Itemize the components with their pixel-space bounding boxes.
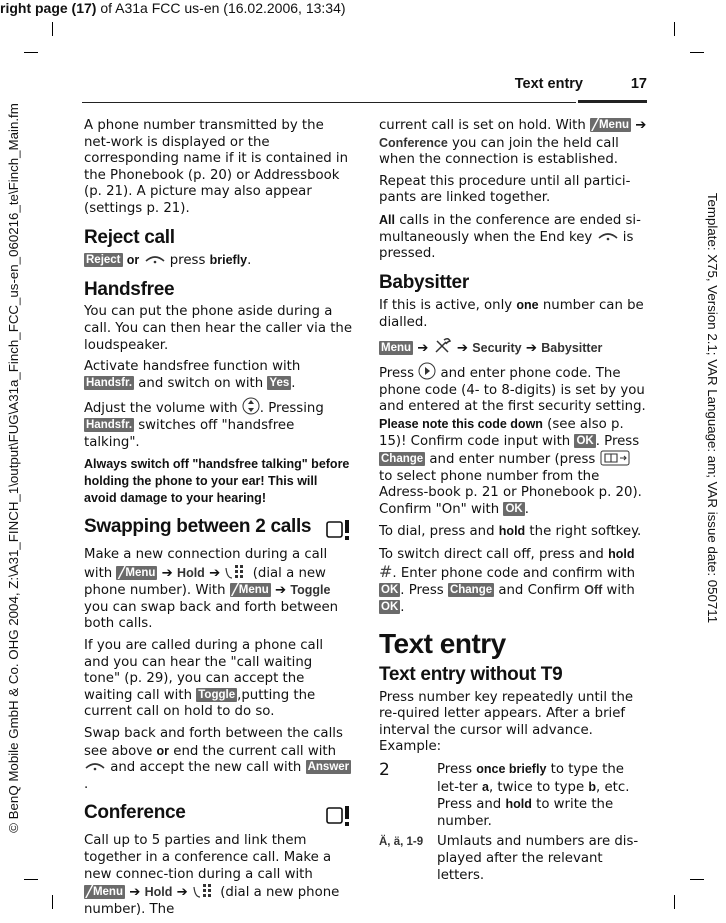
chapter-title: Text entry [379, 628, 506, 660]
handsfree-p1: You can put the phone aside during a call. You can then hear the caller via the loudspeaker. [84, 304, 353, 353]
header-rule-thick [578, 100, 647, 103]
section-swapping-title: Swapping between 2 calls [84, 519, 352, 541]
hearing-warning: Always switch off "handsfree talking" before holding the phone to your ear! This will avoid damage to your hearing! [84, 457, 350, 506]
phonebook-key-icon [600, 450, 630, 466]
ok-softkey: OK [381, 584, 399, 597]
page-number: 17 [630, 76, 647, 92]
key-2-label: 2 [379, 760, 390, 780]
running-header [430, 76, 647, 92]
reject-call-paragraph: Reject or press briefly. [86, 253, 252, 269]
crop-mark [674, 22, 675, 36]
ok-softkey: OK [381, 600, 399, 613]
menu-softkey: ╱Menu [231, 584, 269, 597]
end-key-icon [597, 230, 619, 244]
section-conference-title: Conference [84, 805, 352, 827]
key-2-desc: Press once briefly to type the let-ter a, twice to type b, etc. Press and hold to write the number. [437, 762, 630, 829]
conference-p2: current call is set on hold. With ╱Menu ➔ Conference you can join the held call when the connection is established. [379, 118, 647, 168]
running-header-title: Text entry [514, 76, 583, 92]
crop-mark [24, 879, 38, 880]
header-rule [82, 102, 576, 103]
change-softkey: Change [449, 584, 493, 597]
umlaut-label: Ä, ä, 1-9 [379, 836, 424, 849]
change-softkey: Change [381, 453, 424, 466]
key-2-row [379, 761, 647, 830]
print-header-file: of A31a FCC us-en (16.02.2006, 13:34) [96, 0, 346, 16]
swapping-p2: If you are called during a phone call and you can hear the "call waiting tone" (p. 29), you can accept the waiting call with Toggle ,putting the current call on hold to do so. [84, 638, 324, 720]
babysitter-path: Menu ➔ ➔ Security ➔ Babysitter [379, 337, 647, 358]
swapping-p3: Swap back and forth between the calls see above or end the current call with and accept the new call with Answer. [84, 726, 350, 792]
handsfree-softkey-2: Handsfr. [86, 418, 133, 431]
handsfree-p2: Activate handsfree function with Handsfr. and switch on with Yes . [84, 359, 301, 391]
umlaut-row [379, 834, 647, 884]
template-side-text: Template: X75, Version 2.1; VAR Language: am; VAR issue date: 050711 [705, 192, 720, 624]
print-header [0, 0, 346, 16]
menu-softkey: Menu [381, 341, 412, 354]
ok-softkey: OK [505, 502, 523, 515]
left-column [84, 118, 352, 923]
crop-mark [24, 52, 38, 53]
menu-softkey: ╱Menu [592, 119, 629, 131]
conference-p4: All calls in the conference are ended si-multaneously when the End key is pressed. [379, 212, 641, 262]
ok-softkey: OK [576, 434, 594, 447]
crop-mark [674, 895, 675, 909]
keypad-icon [192, 883, 216, 899]
intro-paragraph: A phone number transmitted by the net-work is displayed or the corresponding name if it is contained in the Phonebook (p. 20) or Addressbook (p. 21). A picture may also appear (settings p. 21). [84, 118, 349, 216]
nav-right-key-icon [418, 362, 436, 380]
section-babysitter-title: Babysitter [379, 271, 469, 293]
toggle-softkey: Toggle [198, 688, 236, 701]
network-service-icon [326, 805, 352, 827]
babysitter-p4: To switch direct call off, press and hold #. Enter phone code and confirm with OK . Press Change and Confirm Off with OK . [379, 547, 636, 615]
keypad-icon [224, 564, 248, 580]
right-column [379, 118, 647, 888]
answer-softkey: Answer [307, 761, 350, 774]
crop-mark [52, 895, 53, 909]
umlaut-desc: Umlauts and numbers are dis-played after the relevant letters. [437, 834, 639, 883]
menu-softkey: ╱Menu [86, 886, 123, 899]
conference-p1: Call up to 5 parties and link them together in a conference call. Make a new connec-tion during a call with ╱Menu ➔ Hold ➔ (dial a new phone number). The [84, 833, 340, 917]
crop-mark [690, 52, 704, 53]
reject-softkey: Reject [86, 254, 121, 267]
end-key-icon [144, 253, 166, 267]
yes-softkey: Yes [269, 376, 290, 389]
handsfree-p3: Adjust the volume with . Pressing Handsfr. switches off "handsfree talking". [84, 397, 352, 451]
tools-icon [433, 337, 453, 355]
text-entry-p1: Press number key repeatedly until the re-quired letter appears. After a brief interval the cursor will advance. Example: [379, 689, 634, 755]
copyright-side-text: © BenQ Mobile GmbH & Co. OHG 2004, Z:\A31_FINCH_1\output\FUG\A31a_Finch_FCC_us-en_060216_te\Finch_Main.fm [6, 103, 21, 833]
print-header-page: right page (17) [0, 0, 97, 16]
network-service-icon [326, 519, 352, 541]
section-handsfree-title: Handsfree [84, 278, 175, 300]
conference-p3: Repeat this procedure until all partici-pants are linked together. [379, 173, 631, 206]
menu-softkey: ╱Menu [118, 566, 156, 579]
crop-mark [690, 879, 704, 880]
crop-mark [52, 22, 53, 36]
end-key-icon [84, 760, 106, 774]
swapping-p1: Make a new connection during a call with ╱Menu ➔ Hold ➔ (dial a new phone number). With ╱Menu ➔ Toggle you can swap back and forth between both calls. [84, 547, 339, 632]
babysitter-p2: Press and enter phone code. The phone code (4- to 8-digits) is set by you and entered at the first security setting. Please note this code down (see also p. 15)! Confirm code input with OK . Press Change and enter number (press to select phone number from the Adress-book p. 21 or Phonebook p. 20). Confirm "On" with OK . [379, 362, 647, 518]
handsfree-softkey: Handsfr. [86, 376, 133, 389]
section-text-entry-title: Text entry without T9 [379, 664, 563, 686]
section-reject-call-title: Reject call [84, 226, 175, 248]
babysitter-p1: If this is active, only one number can be dialled. [379, 298, 644, 330]
volume-key-icon [242, 397, 260, 415]
babysitter-p3: To dial, press and hold the right softkey. [379, 524, 642, 540]
